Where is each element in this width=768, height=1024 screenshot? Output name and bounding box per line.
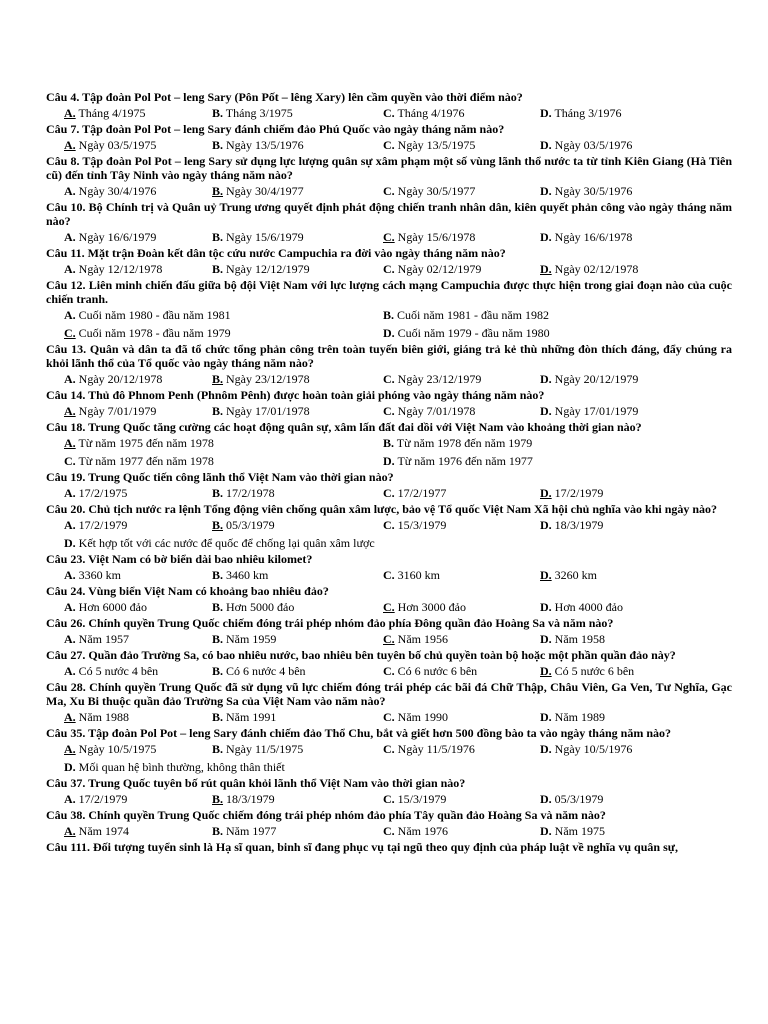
answer-option[interactable] — [64, 404, 156, 418]
answer-option[interactable] — [540, 138, 632, 152]
option-text: Tháng 3/1976 — [551, 106, 622, 120]
answer-option[interactable] — [212, 138, 304, 152]
option-letter: C. — [383, 486, 395, 500]
option-text: 18/3/1979 — [223, 792, 275, 806]
option-letter: C. — [64, 454, 76, 468]
answer-option[interactable] — [64, 486, 127, 500]
answer-option[interactable] — [64, 742, 156, 756]
option-letter: B. — [212, 106, 224, 120]
option-text: Năm 1977 — [223, 824, 277, 838]
answer-option[interactable] — [383, 632, 448, 646]
answer-option[interactable] — [383, 106, 464, 120]
answer-option[interactable] — [383, 742, 475, 756]
option-text: Kết hợp tốt với các nước để quốc để chống lại quân xâm lược — [75, 536, 375, 550]
option-letter: D. — [64, 536, 76, 550]
option-text: 17/2/1975 — [75, 486, 128, 500]
option-letter: B. — [383, 436, 395, 450]
option-letter: B. — [383, 308, 395, 322]
option-text: Năm 1991 — [223, 710, 277, 724]
answer-option[interactable] — [64, 184, 156, 198]
options-row — [46, 104, 732, 122]
option-text: Ngày 13/5/1975 — [394, 138, 476, 152]
option-text: Từ năm 1977 đến năm 1978 — [75, 454, 214, 468]
answer-option[interactable] — [64, 230, 156, 244]
option-text: Ngày 02/12/1978 — [551, 262, 639, 276]
question-text: Câu 11. Mặt trận Đoàn kết dân tộc cứu nước Campuchia ra đời vào ngày tháng năm nào? — [46, 246, 506, 260]
option-letter: D. — [540, 372, 552, 386]
option-text: Từ năm 1976 đến năm 1977 — [394, 454, 533, 468]
option-text: Ngày 17/01/1979 — [551, 404, 639, 418]
options-row — [46, 740, 732, 758]
option-letter: D. — [383, 454, 395, 468]
answer-option[interactable] — [212, 486, 275, 500]
question-block — [46, 278, 732, 342]
question-text: Câu 19. Trung Quốc tiến công lãnh thổ Việt Nam vào thời gian nào? — [46, 470, 394, 484]
options-row — [46, 484, 732, 502]
answer-option[interactable] — [212, 518, 275, 532]
question-text: Câu 18. Trung Quốc tăng cường các hoạt động quân sự, xâm lấn đất đai dồi với Việt Nam vào khoảng thời gian nào? — [46, 420, 642, 434]
answer-option[interactable] — [540, 184, 632, 198]
option-letter: D. — [383, 326, 395, 340]
option-letter: B. — [212, 664, 224, 678]
options-row — [46, 566, 732, 584]
options-row — [46, 598, 732, 616]
answer-option[interactable] — [383, 664, 477, 678]
option-letter: D. — [540, 742, 552, 756]
option-letter: D. — [540, 710, 552, 724]
question-text: Câu 23. Việt Nam có bờ biển dài bao nhiêu kilomet? — [46, 552, 313, 566]
correct-answer-letter: B. — [212, 518, 224, 532]
correct-answer-letter: D. — [540, 568, 552, 582]
answer-option[interactable] — [64, 436, 214, 450]
option-text: 18/3/1979 — [551, 518, 604, 532]
option-text: Mối quan hệ bình thường, không thân thiết — [75, 760, 285, 774]
answer-option[interactable] — [383, 308, 549, 322]
question-text: Câu 10. Bộ Chính trị và Quân uỷ Trung ương quyết định phát động chiến tranh nhân dân, kiên quyết phản công vào ngày tháng năm nào? — [46, 200, 732, 228]
option-letter: D. — [540, 404, 552, 418]
question-block — [46, 200, 732, 246]
option-letter: B. — [212, 486, 224, 500]
question-block — [46, 648, 732, 680]
answer-option[interactable] — [383, 230, 475, 244]
option-text: 15/3/1979 — [394, 518, 447, 532]
answer-option[interactable] — [64, 308, 231, 322]
option-text: 17/2/1979 — [551, 486, 604, 500]
answer-option[interactable] — [64, 262, 162, 276]
option-text: Năm 1975 — [551, 824, 605, 838]
question-text: Câu 35. Tập đoàn Pol Pot – leng Sary đánh chiếm đảo Thổ Chu, bắt và giết hơn 500 đồng bào ta vào ngày tháng năm nào? — [46, 726, 671, 740]
answer-option[interactable] — [540, 664, 634, 678]
answer-option[interactable] — [383, 518, 446, 532]
option-text: Ngày 23/12/1979 — [394, 372, 482, 386]
option-letter: A. — [64, 518, 76, 532]
option-text: 3160 km — [394, 568, 441, 582]
option-letter: D. — [540, 600, 552, 614]
answer-option[interactable] — [540, 404, 638, 418]
option-text: Năm 1988 — [75, 710, 129, 724]
answer-option[interactable] — [540, 742, 632, 756]
option-text: Ngày 10/5/1976 — [551, 742, 633, 756]
option-letter: C. — [383, 568, 395, 582]
option-text: Ngày 15/6/1979 — [223, 230, 304, 244]
answer-option[interactable] — [64, 792, 127, 806]
answer-option[interactable] — [212, 184, 304, 198]
option-text: Tháng 3/1975 — [223, 106, 293, 120]
option-text: Ngày 7/01/1979 — [75, 404, 157, 418]
correct-answer-letter: C. — [383, 632, 395, 646]
option-text: Năm 1957 — [75, 632, 129, 646]
option-text: Có 5 nước 6 bên — [551, 664, 635, 678]
option-text: Năm 1989 — [551, 710, 605, 724]
option-text: Năm 1974 — [75, 824, 129, 838]
option-letter: B. — [212, 742, 224, 756]
option-letter: B. — [212, 404, 224, 418]
option-text: 05/3/1979 — [223, 518, 275, 532]
question-block — [46, 552, 732, 584]
answer-option[interactable] — [64, 326, 231, 340]
answer-option[interactable] — [212, 664, 306, 678]
option-letter: C. — [383, 184, 395, 198]
option-letter: A. — [64, 600, 76, 614]
question-text: Câu 24. Vùng biển Việt Nam có khoảng bao nhiêu đảo? — [46, 584, 329, 598]
options-row — [46, 370, 732, 388]
correct-answer-letter: C. — [383, 230, 395, 244]
answer-option[interactable] — [540, 632, 605, 646]
quiz-page — [46, 90, 732, 854]
correct-answer-letter: B. — [212, 372, 224, 386]
option-letter: A. — [64, 486, 76, 500]
option-text: Ngày 13/5/1976 — [223, 138, 304, 152]
question-block — [46, 584, 732, 616]
option-text: Có 6 nước 6 bên — [394, 664, 478, 678]
option-letter: C. — [383, 372, 395, 386]
option-text: Hơn 6000 đảo — [75, 600, 148, 614]
question-text: Câu 38. Chính quyền Trung Quốc chiếm đóng trái phép nhóm đảo phía Tây quần đảo Hoàng Sa và năm nào? — [46, 808, 606, 822]
option-text: Ngày 12/12/1979 — [223, 262, 310, 276]
question-text: Câu 7. Tập đoàn Pol Pot – leng Sary đánh chiếm đảo Phú Quốc vào ngày tháng năm nào? — [46, 122, 505, 136]
correct-answer-letter: A. — [64, 138, 76, 152]
option-text: Năm 1959 — [223, 632, 277, 646]
option-letter: D. — [540, 230, 552, 244]
option-letter: B. — [212, 600, 224, 614]
option-letter: A. — [64, 184, 76, 198]
answer-option[interactable] — [383, 600, 466, 614]
answer-option[interactable] — [383, 404, 475, 418]
question-text: Câu 4. Tập đoàn Pol Pot – leng Sary (Pôn Pốt – lêng Xary) lên cầm quyền vào thời điểm nào? — [46, 90, 523, 104]
answer-option[interactable] — [212, 404, 310, 418]
correct-answer-letter: B. — [212, 184, 224, 198]
option-letter: B. — [212, 632, 224, 646]
options-row — [46, 136, 732, 154]
question-block — [46, 726, 732, 776]
answer-option[interactable] — [64, 518, 127, 532]
option-text: Tháng 4/1976 — [394, 106, 465, 120]
question-block — [46, 90, 732, 122]
option-text: Ngày 23/12/1978 — [223, 372, 310, 386]
question-block — [46, 342, 732, 388]
option-letter: C. — [383, 710, 395, 724]
answer-option[interactable] — [383, 326, 550, 340]
answer-option[interactable] — [64, 568, 121, 582]
option-text: Ngày 02/12/1979 — [394, 262, 482, 276]
options-row — [46, 790, 732, 808]
answer-option[interactable] — [212, 742, 303, 756]
answer-option[interactable] — [540, 568, 597, 582]
option-letter: D. — [540, 824, 552, 838]
options-row — [46, 434, 732, 452]
answer-option[interactable] — [212, 230, 304, 244]
option-text: 3460 km — [223, 568, 269, 582]
option-letter: D. — [540, 184, 552, 198]
option-text: Năm 1990 — [394, 710, 448, 724]
correct-answer-letter: A. — [64, 742, 76, 756]
answer-option[interactable] — [64, 106, 145, 120]
option-text: 17/2/1978 — [223, 486, 275, 500]
options-row — [46, 708, 732, 726]
option-text: 05/3/1979 — [551, 792, 604, 806]
answer-option[interactable] — [540, 824, 605, 838]
answer-option[interactable] — [383, 138, 475, 152]
answer-option[interactable] — [383, 372, 481, 386]
correct-answer-letter: A. — [64, 710, 76, 724]
options-row — [46, 452, 732, 470]
answer-option[interactable] — [64, 138, 156, 152]
options-row — [46, 260, 732, 278]
correct-answer-letter: C. — [64, 326, 76, 340]
option-text: Ngày 11/5/1975 — [223, 742, 304, 756]
option-text: Ngày 30/5/1977 — [394, 184, 476, 198]
option-text: Hơn 4000 đảo — [551, 600, 624, 614]
question-text: Câu 14. Thủ đô Phnom Penh (Phnôm Pênh) được hoàn toàn giải phóng vào ngày tháng năm nào? — [46, 388, 545, 402]
option-text: Năm 1976 — [394, 824, 448, 838]
answer-option[interactable] — [64, 824, 129, 838]
question-block — [46, 502, 732, 552]
option-text: Ngày 16/6/1978 — [551, 230, 633, 244]
question-block — [46, 616, 732, 648]
options-row — [46, 402, 732, 420]
answer-option[interactable] — [383, 184, 475, 198]
option-text: 17/2/1977 — [394, 486, 447, 500]
options-row — [46, 662, 732, 680]
correct-answer-letter: D. — [540, 664, 552, 678]
answer-option[interactable] — [540, 230, 632, 244]
answer-option[interactable] — [383, 568, 440, 582]
option-text: Cuối năm 1980 - đầu năm 1981 — [75, 308, 231, 322]
option-letter: C. — [383, 742, 395, 756]
answer-option[interactable] — [212, 106, 293, 120]
option-text: Cuối năm 1981 - đầu năm 1982 — [394, 308, 549, 322]
option-letter: B. — [212, 824, 224, 838]
answer-option[interactable] — [64, 372, 162, 386]
question-block — [46, 154, 732, 200]
option-letter: D. — [64, 760, 76, 774]
answer-option[interactable] — [212, 824, 276, 838]
correct-answer-letter: A. — [64, 436, 76, 450]
question-block — [46, 840, 732, 854]
option-text: Ngày 7/01/1978 — [394, 404, 476, 418]
answer-option[interactable] — [383, 824, 448, 838]
option-text: Ngày 17/01/1978 — [223, 404, 310, 418]
option-text: Ngày 30/5/1976 — [551, 184, 633, 198]
answer-option[interactable] — [540, 486, 603, 500]
option-text: 15/3/1979 — [394, 792, 447, 806]
correct-answer-letter: C. — [383, 600, 395, 614]
option-text: Từ năm 1978 đến năm 1979 — [394, 436, 533, 450]
question-text: Câu 28. Chính quyền Trung Quốc đã sử dụng vũ lực chiếm đóng trái phép các bãi đá Chữ Thập, Châu Viên, Ga Ven, Tư Nghĩa, Gạc Ma, Xu Bi thuộc quần đảo Trường Sa của Việt Nam vào năm nào? — [46, 680, 732, 708]
option-letter: C. — [383, 824, 395, 838]
answer-option[interactable] — [64, 632, 129, 646]
question-block — [46, 246, 732, 278]
answer-option[interactable] — [383, 436, 532, 450]
answer-option[interactable] — [212, 568, 268, 582]
question-text: Câu 8. Tập đoàn Pol Pot – leng Sary sử dụng lực lượng quân sự xâm phạm một số vùng lãnh thổ nước ta từ tỉnh Kiên Giang (Hà Tiên cũ) đến tỉnh Tây Ninh vào ngày tháng năm nào? — [46, 154, 732, 182]
correct-answer-letter: D. — [540, 486, 552, 500]
option-letter: A. — [64, 792, 76, 806]
option-text: Ngày 16/6/1979 — [75, 230, 157, 244]
question-block — [46, 776, 732, 808]
option-text: 17/2/1979 — [75, 792, 128, 806]
correct-answer-letter: A. — [64, 106, 76, 120]
options-row — [46, 324, 732, 342]
answer-option[interactable] — [383, 710, 448, 724]
option-text: Tháng 4/1975 — [75, 106, 146, 120]
answer-option[interactable] — [540, 518, 603, 532]
option-text: Ngày 20/12/1979 — [551, 372, 639, 386]
option-letter: B. — [212, 230, 224, 244]
option-letter: B. — [212, 138, 224, 152]
options-row — [46, 306, 732, 324]
answer-option[interactable] — [540, 710, 605, 724]
answer-option[interactable] — [540, 372, 638, 386]
question-text: Câu 27. Quần đảo Trường Sa, có bao nhiêu nước, bao nhiêu bên tuyên bố chủ quyền toàn bộ hoặc một phần quần đảo này? — [46, 648, 676, 662]
question-text: Câu 20. Chủ tịch nước ra lệnh Tổng động viên chống quân xâm lược, bảo vệ Tổ quốc Việt Nam Xã hội chủ nghĩa vào khi ngày nào? — [46, 502, 718, 516]
answer-option[interactable] — [64, 454, 214, 468]
option-text: 17/2/1979 — [75, 518, 128, 532]
option-letter: C. — [383, 138, 395, 152]
option-text: Từ năm 1975 đến năm 1978 — [75, 436, 214, 450]
option-letter: A. — [64, 664, 76, 678]
option-letter: A. — [64, 632, 76, 646]
question-text: Câu 12. Liên minh chiến đấu giữa bộ đội Việt Nam với lực lượng cách mạng Campuchia được thực hiện trong giai đoạn nào của cuộc chiến tranh. — [46, 278, 732, 306]
question-block — [46, 680, 732, 726]
question-block — [46, 420, 732, 470]
option-text: 3260 km — [551, 568, 598, 582]
answer-option[interactable] — [64, 600, 147, 614]
option-text: Hơn 5000 đảo — [223, 600, 295, 614]
answer-option[interactable] — [540, 792, 603, 806]
answer-option[interactable] — [212, 372, 310, 386]
answer-option[interactable] — [540, 600, 623, 614]
option-text: Ngày 20/12/1978 — [75, 372, 163, 386]
option-letter: A. — [64, 262, 76, 276]
options-row — [46, 182, 732, 200]
correct-answer-letter: B. — [212, 792, 224, 806]
option-text: Hơn 3000 đảo — [394, 600, 467, 614]
option-text: Năm 1958 — [551, 632, 605, 646]
option-letter: C. — [383, 664, 395, 678]
answer-option[interactable] — [212, 632, 276, 646]
extra-option-row — [46, 758, 732, 776]
answer-option[interactable] — [383, 486, 446, 500]
options-row — [46, 630, 732, 648]
option-text: Có 5 nước 4 bên — [75, 664, 159, 678]
correct-answer-letter: A. — [64, 404, 76, 418]
option-text: Có 6 nước 4 bên — [223, 664, 306, 678]
answer-option[interactable] — [64, 760, 285, 774]
option-letter: B. — [212, 710, 224, 724]
option-letter: A. — [64, 372, 76, 386]
answer-option[interactable] — [212, 262, 310, 276]
option-text: Cuối năm 1978 - đầu năm 1979 — [75, 326, 231, 340]
answer-option[interactable] — [383, 792, 446, 806]
option-letter: A. — [64, 230, 76, 244]
option-text: Ngày 12/12/1978 — [75, 262, 163, 276]
question-block — [46, 388, 732, 420]
options-row — [46, 516, 732, 534]
option-letter: C. — [383, 106, 395, 120]
question-text: Câu 37. Trung Quốc tuyên bố rút quân khỏi lãnh thổ Việt Nam vào thời gian nào? — [46, 776, 466, 790]
extra-option-row — [46, 534, 732, 552]
option-text: Cuối năm 1979 - đầu năm 1980 — [394, 326, 550, 340]
question-text: Câu 13. Quân và dân ta đã tổ chức tổng phản công trên toàn tuyến biên giới, giáng trả kẻ thù những đòn thích đáng, đẩy chúng ra khỏi lãnh thổ của Tổ quốc vào ngày tháng năm nào? — [46, 342, 732, 370]
option-letter: C. — [383, 792, 395, 806]
option-text: Ngày 03/5/1975 — [75, 138, 157, 152]
option-letter: B. — [212, 568, 224, 582]
option-letter: D. — [540, 106, 552, 120]
option-text: Ngày 30/4/1976 — [75, 184, 157, 198]
option-letter: D. — [540, 518, 552, 532]
option-text: Ngày 03/5/1976 — [551, 138, 633, 152]
option-letter: C. — [383, 404, 395, 418]
answer-option[interactable] — [212, 710, 276, 724]
option-letter: A. — [64, 568, 76, 582]
option-letter: D. — [540, 632, 552, 646]
option-letter: D. — [540, 792, 552, 806]
option-text: Ngày 30/4/1977 — [223, 184, 304, 198]
option-text: Ngày 15/6/1978 — [394, 230, 476, 244]
answer-option[interactable] — [383, 262, 481, 276]
answer-option[interactable] — [212, 792, 275, 806]
question-block — [46, 808, 732, 840]
option-text: Ngày 11/5/1976 — [394, 742, 475, 756]
option-letter: C. — [383, 262, 395, 276]
answer-option[interactable] — [540, 262, 638, 276]
options-row — [46, 228, 732, 246]
option-letter: A. — [64, 308, 76, 322]
option-letter: B. — [212, 262, 224, 276]
question-text: Câu 111. Đối tượng tuyển sinh là Hạ sĩ quan, binh sĩ đang phục vụ tại ngũ theo quy định của pháp luật về nghĩa vụ quân sự, — [46, 840, 678, 854]
question-block — [46, 470, 732, 502]
answer-option[interactable] — [540, 106, 621, 120]
correct-answer-letter: D. — [540, 262, 552, 276]
question-text: Câu 26. Chính quyền Trung Quốc chiếm đóng trái phép nhóm đảo phía Đông quần đảo Hoàng Sa và năm nào? — [46, 616, 614, 630]
answer-option[interactable] — [383, 454, 533, 468]
answer-option[interactable] — [212, 600, 294, 614]
option-letter: C. — [383, 518, 395, 532]
option-text: Ngày 10/5/1975 — [75, 742, 157, 756]
option-text: 3360 km — [75, 568, 122, 582]
option-text: Năm 1956 — [394, 632, 448, 646]
correct-answer-letter: A. — [64, 824, 76, 838]
answer-option[interactable] — [64, 710, 129, 724]
question-block — [46, 122, 732, 154]
answer-option[interactable] — [64, 664, 158, 678]
answer-option[interactable] — [64, 536, 375, 550]
option-letter: D. — [540, 138, 552, 152]
options-row — [46, 822, 732, 840]
